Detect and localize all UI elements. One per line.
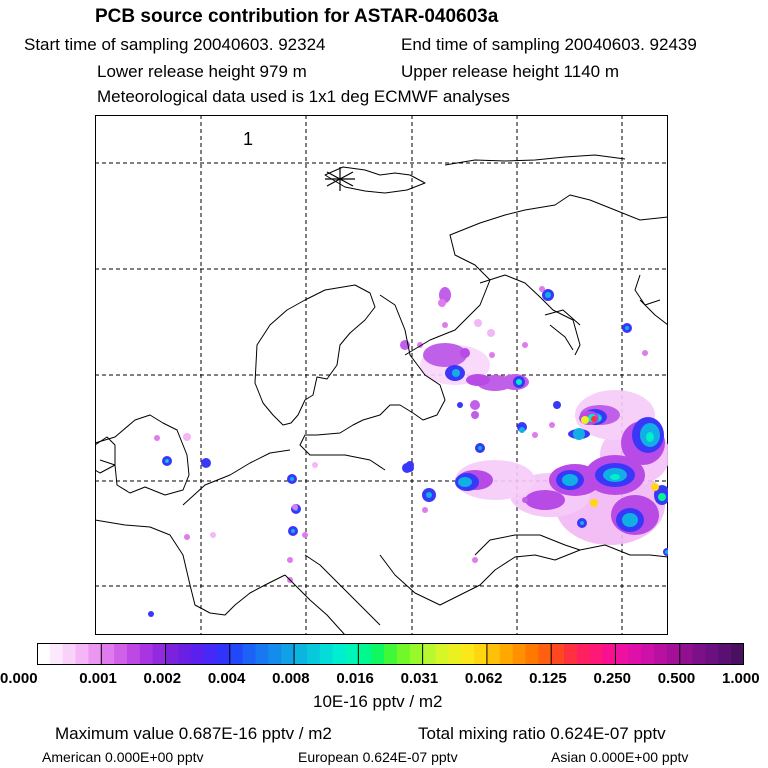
color-scale-cell [435,643,448,665]
color-scale-cell [114,643,127,665]
color-scale-cell [358,643,371,665]
color-scale-cell [88,643,101,665]
color-scale-cell [268,643,281,665]
color-scale-cell [628,643,641,665]
color-scale-tick-label: 0.031 [400,670,439,687]
asian-contribution-label: Asian 0.000E+00 pptv [551,749,689,765]
color-scale-cell [217,643,230,665]
color-scale-cell [500,643,513,665]
color-scale-cell [384,643,397,665]
color-scale-tick-label: 0.500 [657,670,696,687]
color-scale-cell [76,643,89,665]
color-scale-cell [307,643,320,665]
color-scale-cell [474,643,487,665]
color-scale-cell [461,643,474,665]
lower-release-label: Lower release height 979 m [97,62,307,81]
color-scale-cell [718,643,731,665]
color-scale-cell [281,643,294,665]
color-scale-cell [564,643,577,665]
end-time-label: End time of sampling 20040603. 92439 [401,35,697,54]
color-scale-cell [256,643,269,665]
color-scale-cell [410,643,423,665]
legend-unit-label: 10E-16 pptv / m2 [313,692,443,711]
color-scale-cell [243,643,256,665]
max-value-label: Maximum value 0.687E-16 pptv / m2 [55,724,332,743]
met-data-label: Meteorological data used is 1x1 deg ECMWF analyses [97,87,510,106]
color-scale-cell [448,643,461,665]
color-scale-cell [204,643,217,665]
color-scale-cell [397,643,410,665]
color-scale-cell [731,643,744,665]
color-scale-tick-label: 0.004 [207,670,246,687]
color-scale-tick-label: 0.250 [593,670,631,687]
color-scale-cell [320,643,333,665]
color-scale-cell [127,643,140,665]
color-scale-cell [140,643,153,665]
color-scale-cell [333,643,346,665]
color-scale-tick-label: 0.002 [143,670,182,687]
color-scale-cell [37,643,50,665]
total-mixing-label: Total mixing ratio 0.624E-07 pptv [418,724,666,743]
color-scale-tick-label: 0.001 [79,670,117,687]
color-scale-tick-label: 0.125 [529,670,567,687]
color-scale-cell [693,643,706,665]
upper-release-label: Upper release height 1140 m [401,62,619,81]
marker-number-label: 1 [243,129,254,149]
color-scale-bar [37,643,744,665]
color-scale-cell [371,643,384,665]
color-scale-cell [63,643,76,665]
color-scale-cell [680,643,693,665]
color-scale-cell [577,643,590,665]
start-time-label: Start time of sampling 20040603. 92324 [24,35,326,54]
american-contribution-label: American 0.000E+00 pptv [42,749,204,765]
color-scale-cell [50,643,63,665]
color-scale-cell [513,643,526,665]
plot-title: PCB source contribution for ASTAR-040603a [95,6,499,27]
color-scale-tick-label: 0.016 [336,670,374,687]
color-scale-cell [230,643,243,665]
color-scale-tick-label: 0.008 [272,670,310,687]
map-panel [95,115,668,635]
color-scale-tick-label: 1.000 [722,670,760,687]
color-scale-cell [551,643,564,665]
european-contribution-label: European 0.624E-07 pptv [298,749,458,765]
color-scale-cell [525,643,538,665]
color-scale-cell [705,643,718,665]
color-scale-cell [603,643,616,665]
color-scale-cell [153,643,166,665]
color-scale-cell [423,643,436,665]
color-scale-cell [538,643,551,665]
color-scale-cell [346,643,359,665]
color-scale-cell [615,643,628,665]
color-scale-cell [101,643,114,665]
color-scale-cell [487,643,500,665]
color-scale-cell [178,643,191,665]
color-scale-cell [590,643,603,665]
color-scale-cell [667,643,680,665]
color-scale-cell [641,643,654,665]
color-scale-cell [654,643,667,665]
color-scale-tick-label: 0.062 [464,670,503,687]
color-scale-cell [166,643,179,665]
color-scale-tick-label: 0.000 [0,670,38,687]
color-scale-cell [294,643,307,665]
color-scale-cell [191,643,204,665]
